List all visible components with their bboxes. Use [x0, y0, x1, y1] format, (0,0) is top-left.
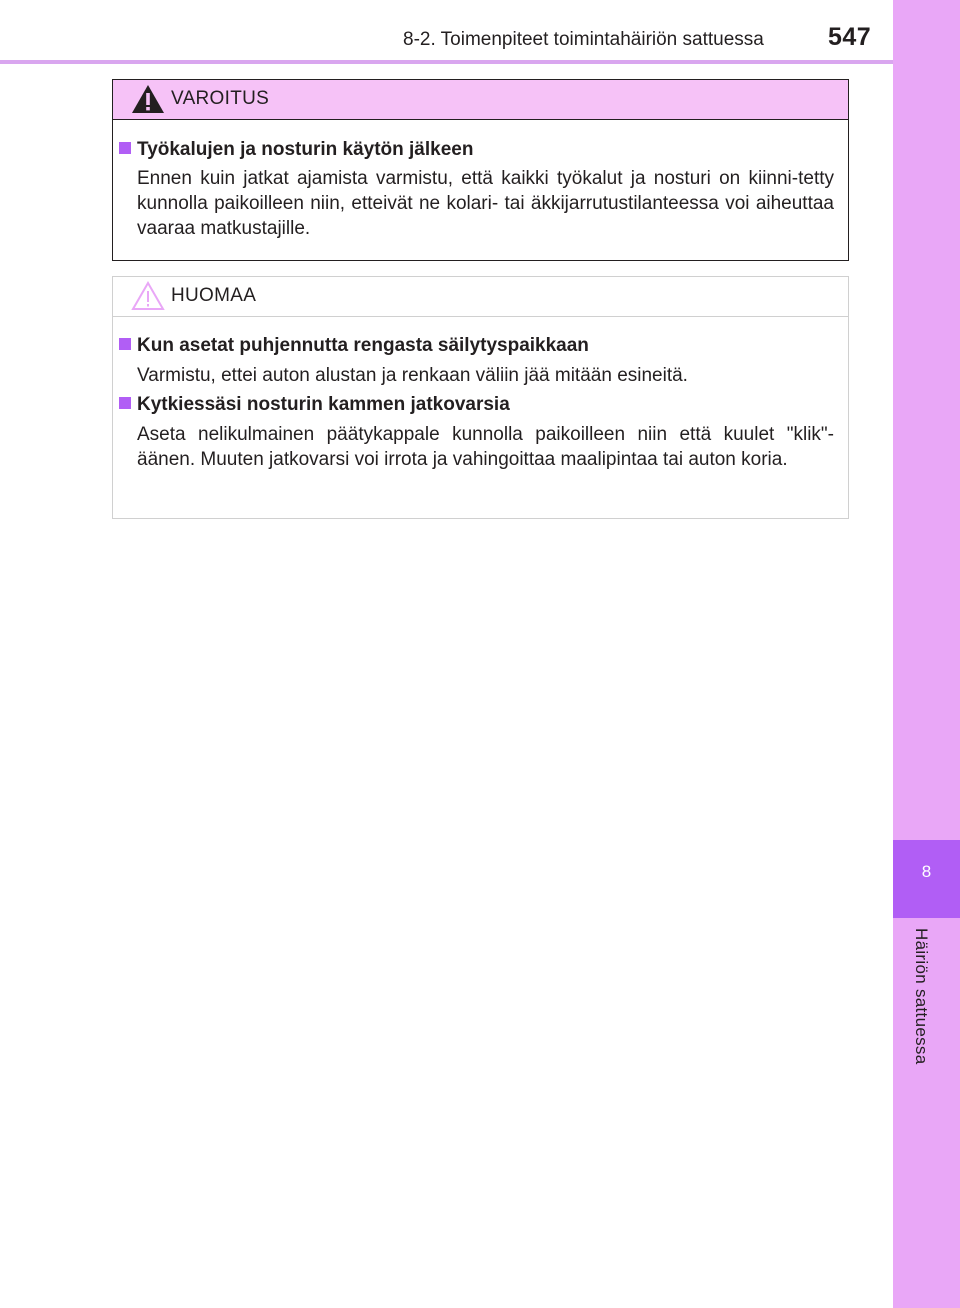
notice-box-header	[113, 277, 848, 317]
notice-item-heading: Kun asetat puhjennutta rengasta säilytyspaikkaan	[119, 334, 589, 358]
notice-item-body: Aseta nelikulmainen päätykappale kunnolla paikoilleen niin että kuulet "klik"-äänen. Muuten jatkovarsi voi irrota ja vahingoittaa maalipintaa tai auton koria.	[137, 424, 834, 470]
notice-item-heading: Kytkiessäsi nosturin kammen jatkovarsia	[119, 393, 510, 417]
warning-box-title: VAROITUS	[171, 88, 270, 109]
square-bullet-icon	[119, 338, 131, 350]
warning-item-body: Ennen kuin jatkat ajamista varmistu, että kaikki työkalut ja nosturi on kiinni-tetty kunnolla paikoilleen niin, etteivät ne kolari- tai äkkijarrutustilanteessa voi aiheuttaa vaaraa matkustajille.	[137, 168, 834, 239]
chapter-title: Häiriön sattuessa	[912, 928, 931, 1065]
square-bullet-icon	[119, 397, 131, 409]
chapter-side-tab	[893, 0, 960, 1308]
caution-triangle-outline-icon	[131, 281, 165, 311]
warning-box	[112, 79, 849, 261]
warning-triangle-icon	[131, 84, 165, 114]
page-number: 547	[828, 23, 872, 51]
section-title: 8-2. Toimenpiteet toimintahäiriön sattuessa	[403, 29, 764, 50]
warning-box-header	[113, 80, 848, 120]
notice-item-body: Varmistu, ettei auton alustan ja renkaan väliin jää mitään esineitä.	[137, 365, 688, 386]
warning-item-heading: Työkalujen ja nosturin käytön jälkeen	[119, 138, 473, 162]
chapter-number: 8	[921, 862, 932, 881]
notice-box-title: HUOMAA	[171, 285, 257, 306]
notice-box	[112, 276, 849, 519]
header-divider	[0, 60, 893, 64]
square-bullet-icon	[119, 142, 131, 154]
